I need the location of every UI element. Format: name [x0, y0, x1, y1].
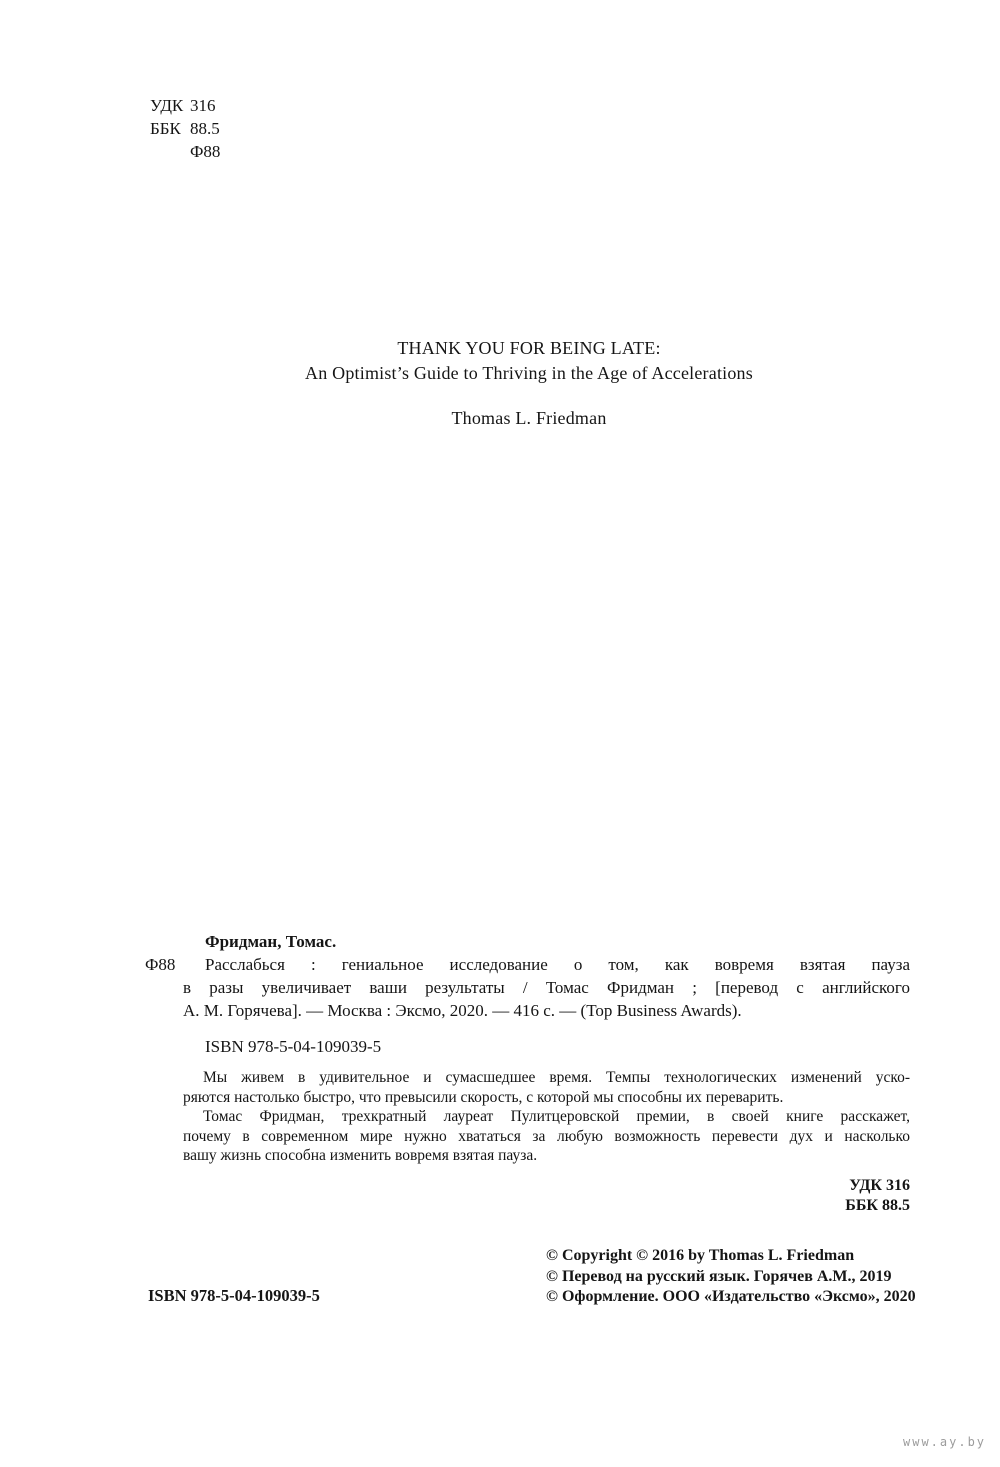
annotation-line: почему в современном мире нужно хвататься за любую возможность перевести дух и насколько — [183, 1127, 910, 1145]
annotation-line: вашу жизнь способна изменить вовремя взятая пауза. — [183, 1147, 538, 1164]
author-sign-spacer — [150, 140, 190, 163]
copyright-line-design: © Оформление. ООО «Издательство «Эксмо», 2020 — [546, 1288, 916, 1305]
author-sign-row — [150, 140, 220, 163]
copyright-block — [546, 1246, 916, 1308]
bbk-label: ББК — [150, 119, 181, 138]
catalog-description — [145, 953, 910, 1022]
author-sign-margin: Ф88 — [145, 955, 176, 974]
bbk-code-row — [150, 117, 220, 140]
annotation-paragraph-1 — [183, 1068, 910, 1107]
top-left-codes-block — [150, 94, 220, 163]
site-watermark: www.ay.by — [903, 1435, 987, 1449]
udk-value: 316 — [190, 96, 216, 115]
right-codes-block — [183, 1176, 910, 1216]
original-title-line-1: THANK YOU FOR BEING LATE: — [397, 338, 661, 358]
description-line: А. М. Горячева]. — Москва : Эксмо, 2020. — 416 с. — (Top Business Awards). — [183, 1001, 742, 1020]
annotation-line: Томас Фридман, трехкратный лауреат Пулитцеровской премии, в своей книге расскажет, — [203, 1108, 910, 1125]
catalog-author-heading: Фридман, Томас. — [205, 932, 337, 951]
bbk-right: ББК 88.5 — [845, 1197, 910, 1214]
annotation-paragraph-2 — [183, 1107, 910, 1166]
author-sign-top: Ф88 — [190, 142, 221, 161]
isbn-catalog: ISBN 978-5-04-109039-5 — [205, 1037, 382, 1056]
description-line: Расслабься : гениальное исследование о том, как вовремя взятая пауза — [205, 955, 910, 974]
original-author: Thomas L. Friedman — [451, 408, 607, 428]
original-title-line-2: An Optimist’s Guide to Thriving in the Age of Accelerations — [305, 363, 753, 383]
bbk-value: 88.5 — [190, 119, 220, 138]
annotation-line: ряются настолько быстро, что превысили скорость, с которой мы способны их переварить. — [183, 1088, 784, 1106]
original-title-block — [148, 336, 910, 431]
catalog-entry — [145, 930, 910, 1058]
udk-right: УДК 316 — [849, 1177, 910, 1194]
annotation-block — [183, 1068, 910, 1166]
udk-label: УДК — [150, 96, 184, 115]
copyright-line-original: © Copyright © 2016 by Thomas L. Friedman — [546, 1247, 855, 1264]
description-line: в разы увеличивает ваши результаты / Томас Фридман ; [перевод с английского — [183, 978, 910, 997]
udk-code-row — [150, 94, 220, 117]
copyright-line-translation: © Перевод на русский язык. Горячев А.М., 2019 — [546, 1267, 892, 1285]
annotation-line: Мы живем в удивительное и сумасшедшее время. Темпы технологических изменений уско- — [203, 1069, 910, 1086]
isbn-bottom: ISBN 978-5-04-109039-5 — [148, 1286, 320, 1305]
